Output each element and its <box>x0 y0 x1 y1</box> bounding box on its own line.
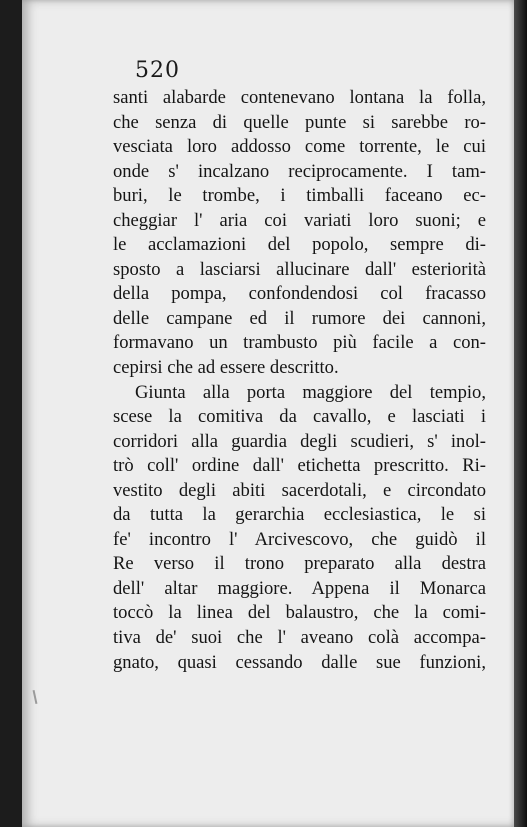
text-line: delle campane ed il rumore dei cannoni, <box>113 307 486 329</box>
text-line: santi alabarde contenevano lontana la folla, <box>113 87 486 108</box>
text-line: vestito degli abiti sacerdotali, e circondato <box>113 479 486 501</box>
text-line: sposto a lasciarsi allucinare dall' esteriorità <box>113 258 486 280</box>
text-line: cepirsi che ad essere descritto. <box>113 357 339 379</box>
text-line: buri, le trombe, i timballi faceano ec- <box>113 185 486 207</box>
body-text <box>113 86 486 675</box>
text-line: Giunta alla porta maggiore del tempio, <box>135 381 486 403</box>
text-line: gnato, quasi cessando dalle sue funzioni, <box>113 651 486 673</box>
text-line: formavano un trambusto più facile a con- <box>113 332 486 354</box>
text-line: vesciata loro addosso come torrente, le cui <box>113 136 486 158</box>
text-line: tiva de' suoi che l' aveano colà accompa- <box>113 627 486 649</box>
text-line: della pompa, confondendosi col fracasso <box>113 283 486 305</box>
page-number: 520 <box>135 58 180 83</box>
text-line: che senza di quelle punte si sarebbe ro- <box>113 111 486 133</box>
text-line: le acclamazioni del popolo, sempre di- <box>113 234 486 256</box>
text-line: corridori alla guardia degli scudieri, s' inol- <box>113 430 486 452</box>
text-line: onde s' incalzano reciprocamente. I tam- <box>113 160 486 182</box>
text-line: dell' altar maggiore. Appena il Monarca <box>113 577 486 599</box>
text-line: cheggiar l' aria coi variati loro suoni; e <box>113 209 486 231</box>
page-edge <box>514 0 527 827</box>
text-line: trò coll' ordine dall' etichetta prescritto. Ri- <box>113 455 486 477</box>
text-line: fe' incontro l' Arcivescovo, che guidò il <box>113 528 486 550</box>
text-line: Re verso il trono preparato alla destra <box>113 553 486 575</box>
text-line: da tutta la gerarchia ecclesiastica, le si <box>113 504 486 526</box>
text-line: scese la comitiva da cavallo, e lasciati i <box>113 406 486 428</box>
text-line: toccò la linea del balaustro, che la comi- <box>113 602 486 624</box>
